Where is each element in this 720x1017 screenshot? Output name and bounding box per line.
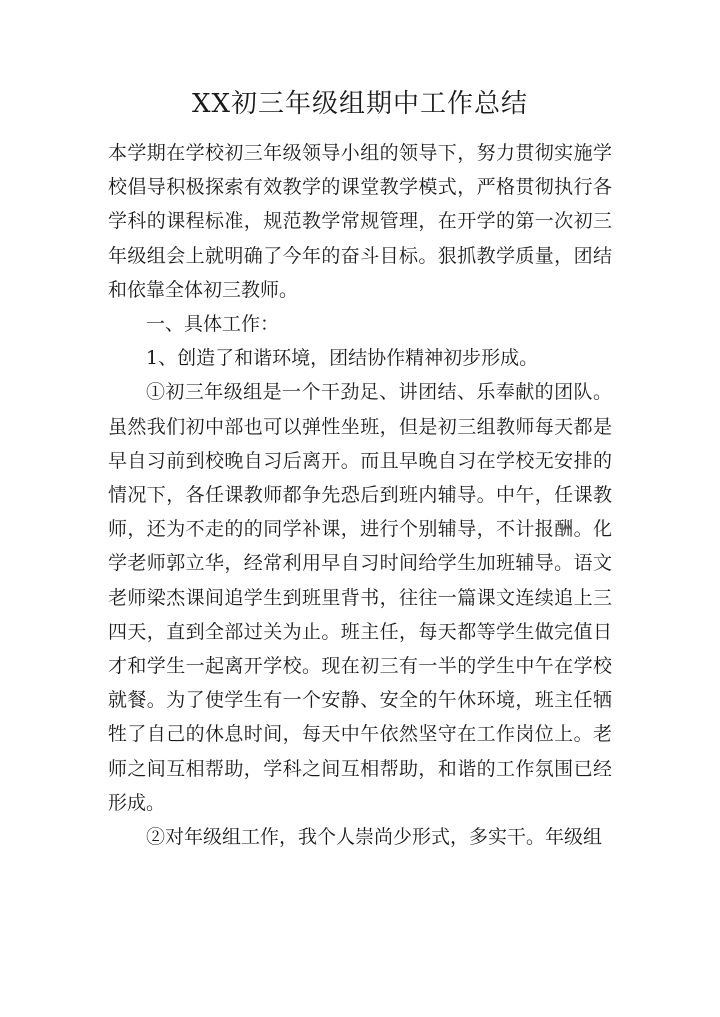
body-paragraph: ①初三年级组是一个干劲足、讲团结、乐奉献的团队。虽然我们初中部也可以弹性坐班，但是初三组教师每天都是早自习前到校晚自习后离开。而且早晚自习在学校无安排的情况下，各任课教师都争先恐后到班内辅导。中午，任课教师，还为不走的的同学补课，进行个别辅导，不计报酬。化学老师郭立华，经常利用早自习时间给学生加班辅导。语文老师梁杰课间追学生到班里背书，往往一篇课文连续追上三四天，直到全部过关为止。班主任，每天都等学生做完值日才和学生一起离开学校。现在初三有一半的学生中午在学校就餐。为了使学生有一个安静、安全的午休环境，班主任牺牲了自己的休息时间，每天中午依然坚守在工作岗位上。老师之间互相帮助，学科之间互相帮助，和谐的工作氛围已经形成。 <box>108 381 612 814</box>
intro-paragraph: 本学期在学校初三年级领导小组的领导下，努力贯彻实施学校倡导积极探索有效教学的课堂教学模式，严格贯彻执行各学科的课程标准，规范教学常规管理，在开学的第一次初三年级组会上就明确了今年的奋斗目标。狠抓教学质量，团结和依靠全体初三教师。 <box>108 142 612 301</box>
subsection-heading: 1、创造了和谐环境，团结协作精神初步形成。 <box>146 347 539 370</box>
document-title: XX初三年级组期中工作总结 <box>191 89 529 119</box>
section-heading: 一、具体工作： <box>146 313 280 336</box>
body-paragraph: ②对年级组工作，我个人崇尚少形式，多实干。年级组 <box>146 826 603 849</box>
